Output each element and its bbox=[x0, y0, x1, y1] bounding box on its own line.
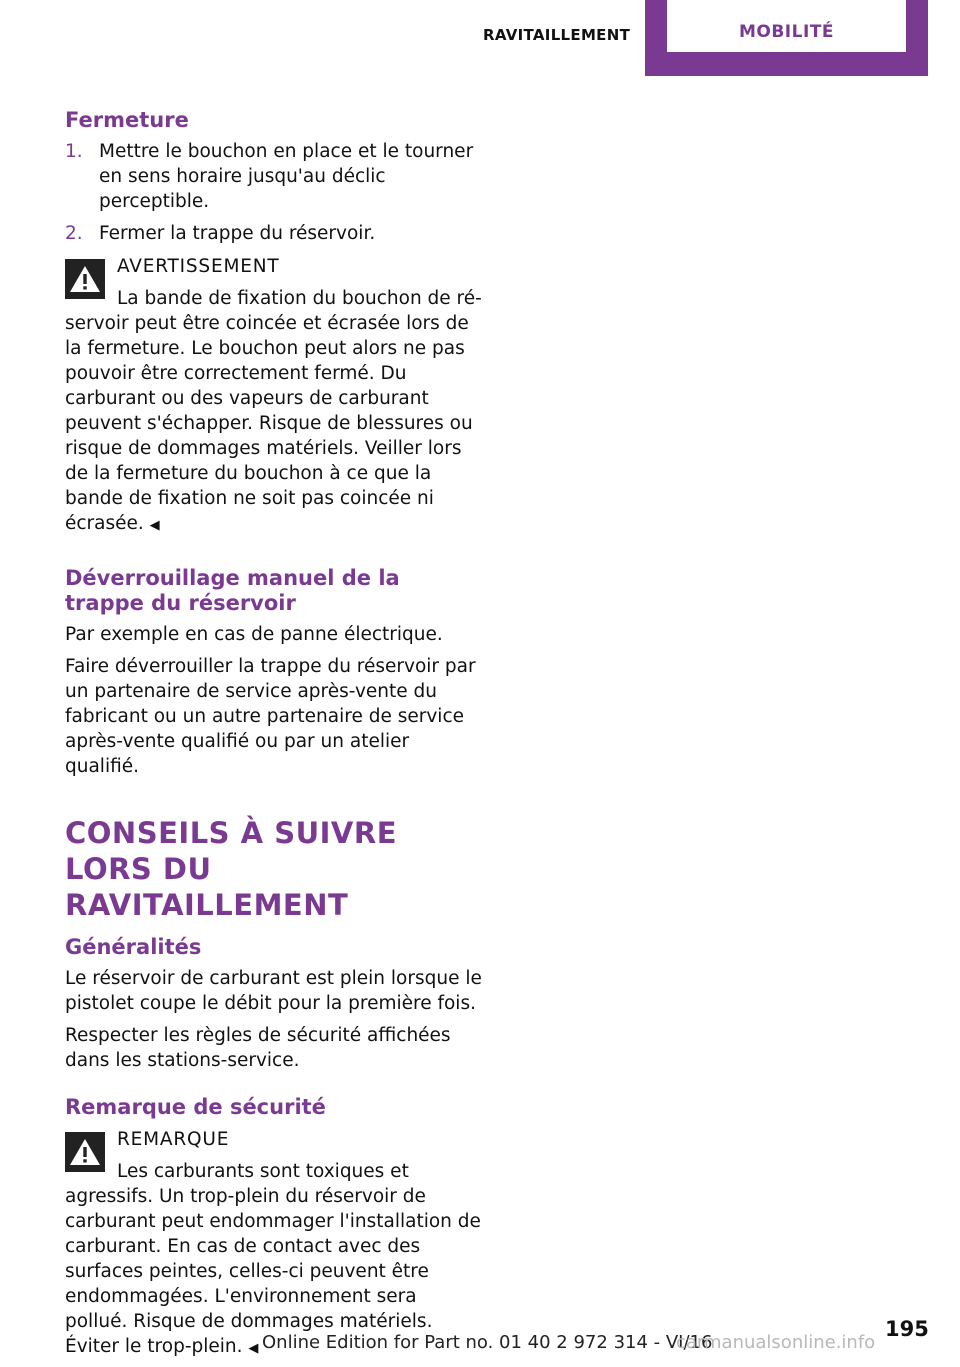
paragraph: Par exemple en cas de panne électrique. bbox=[65, 624, 443, 645]
step-number: 1. bbox=[65, 141, 83, 162]
list-item bbox=[65, 221, 483, 246]
watermark: carmanualsonline.info bbox=[676, 1332, 876, 1353]
heading-conseils: CONSEILS À SUIVRE LORS DU RAVITAILLEMENT bbox=[65, 816, 398, 922]
note-box bbox=[65, 1126, 483, 1361]
warning-triangle-icon bbox=[65, 259, 105, 299]
page-number: 195 bbox=[885, 1317, 929, 1341]
end-marker: ◀ bbox=[248, 1341, 259, 1356]
end-marker: ◀ bbox=[149, 518, 160, 533]
warning-triangle-icon bbox=[65, 1132, 105, 1172]
chapter-tab bbox=[645, 0, 928, 76]
note-text: Les carburants sont toxiques et agressifs. Un trop-plein du réservoir de carburant peut endommager l'installation de carburant. En cas de contact avec des surfaces peintes, celles-ci peuvent être endommagées. L'environnement sera pollué. Risque de dommages matériels. Éviter le trop-plein. bbox=[65, 1161, 481, 1357]
footer-edition: Online Edition for Part no. 01 40 2 972 314 - VI/16 bbox=[262, 1332, 713, 1353]
note-label: REMARQUE bbox=[117, 1129, 230, 1150]
paragraph: Respecter les règles de sécurité affichées dans les stations-service. bbox=[65, 1025, 451, 1071]
step-text: Fermer la trappe du réservoir. bbox=[99, 223, 376, 244]
step-number: 2. bbox=[65, 223, 83, 244]
warning-label: AVERTISSEMENT bbox=[117, 256, 280, 277]
heading-generalites: Généralités bbox=[65, 935, 202, 959]
running-header-section: RAVITAILLEMENT bbox=[483, 26, 631, 44]
heading-deverrouillage: Déverrouillage manuel de la trappe du réservoir bbox=[65, 566, 400, 615]
heading-fermeture: Fermeture bbox=[65, 108, 189, 132]
warning-box bbox=[65, 253, 483, 538]
steps-list bbox=[65, 139, 483, 246]
chapter-tab-label: MOBILITÉ bbox=[738, 22, 835, 42]
list-item bbox=[65, 139, 483, 214]
paragraph: Faire déverrouiller la trappe du réservoir par un partenaire de service après-vente du fabricant ou un autre partenaire de service après-vente qualifié ou par un atelier qualifié. bbox=[65, 656, 476, 777]
warning-text: La bande de fixation du bouchon de réservoir peut être coincée et écrasée lors de la fermeture. Le bouchon peut alors ne pas pouvoir être correctement fermé. Du carburant ou des vapeurs de carburant peuvent s'échapper. Risque de blessures ou risque de dommages matériels. Veiller lors de la fermeture du bouchon à ce que la bande de fixation ne soit pas coincée ni écrasée. bbox=[65, 288, 482, 534]
heading-remarque-securite: Remarque de sécurité bbox=[65, 1095, 326, 1119]
paragraph: Le réservoir de carburant est plein lorsque le pistolet coupe le débit pour la première fois. bbox=[65, 968, 482, 1014]
page-content bbox=[65, 108, 483, 1367]
step-text: Mettre le bouchon en place et le tourner en sens horaire jusqu'au déclic perceptible. bbox=[99, 141, 474, 212]
